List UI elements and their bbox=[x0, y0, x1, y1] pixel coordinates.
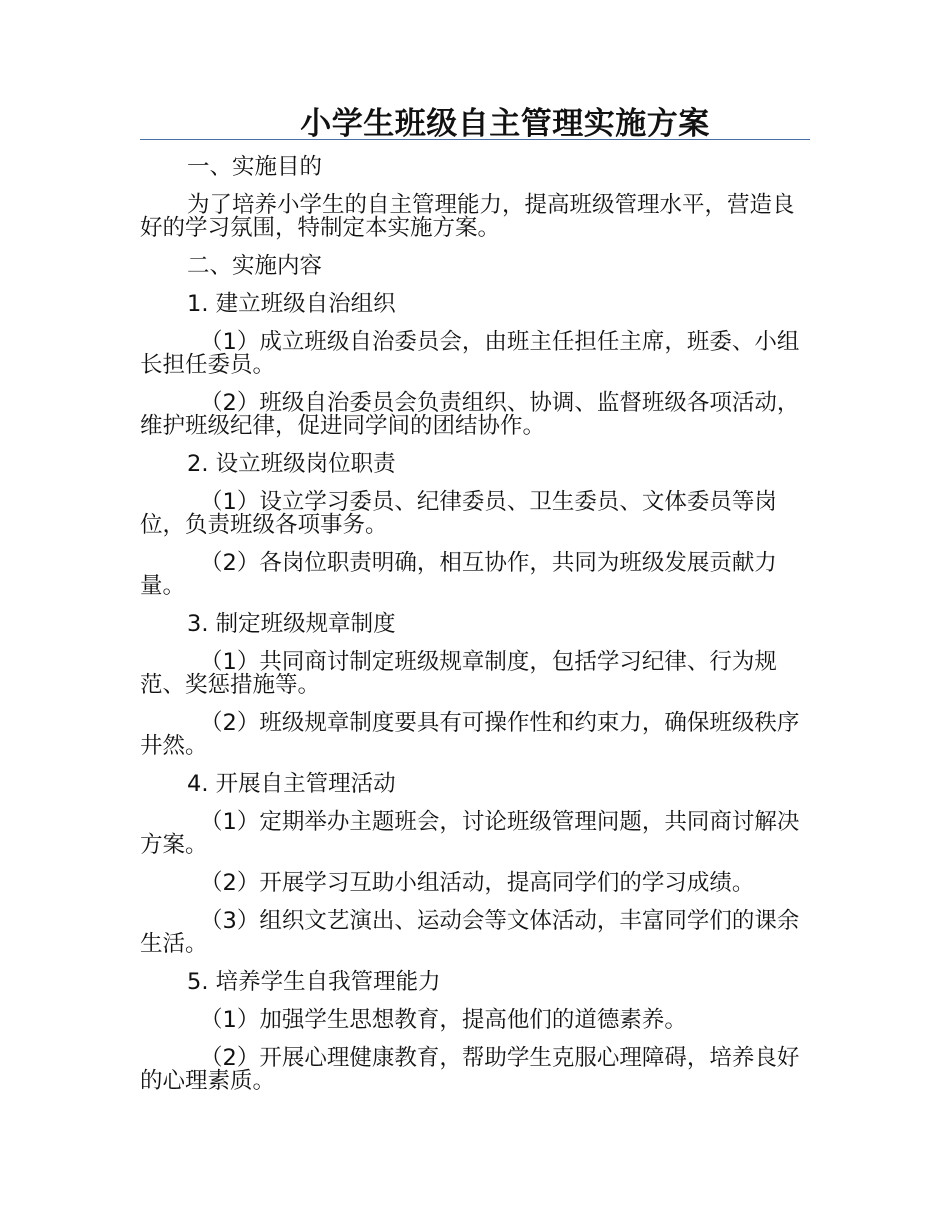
list-item: （1）共同商讨制定班级规章制度，包括学习纪律、行为规范、奖惩措施等。 bbox=[140, 649, 777, 698]
subsection-heading: 2. 设立班级岗位职责 bbox=[187, 451, 396, 477]
list-item: （3）组织文艺演出、运动会等文体活动，丰富同学们的课余生活。 bbox=[140, 908, 800, 957]
paragraph: 为了培养小学生的自主管理能力，提高班级管理水平，营造良好的学习氛围，特制定本实施方案。 bbox=[140, 192, 795, 241]
list-item: （2）班级规章制度要具有可操作性和约束力，确保班级秩序井然。 bbox=[140, 710, 800, 759]
list-item: （1）成立班级自治委员会，由班主任担任主席，班委、小组长担任委员。 bbox=[140, 329, 800, 378]
section-heading: 二、实施内容 bbox=[187, 253, 323, 279]
subsection-heading: 3. 制定班级规章制度 bbox=[187, 611, 396, 637]
subsection-heading: 4. 开展自主管理活动 bbox=[187, 771, 396, 797]
list-item: （1）定期举办主题班会，讨论班级管理问题，共同商讨解决方案。 bbox=[140, 809, 800, 858]
list-item: （2）开展心理健康教育，帮助学生克服心理障碍，培养良好的心理素质。 bbox=[140, 1045, 800, 1094]
subsection-heading: 5. 培养学生自我管理能力 bbox=[187, 969, 441, 995]
list-item: （2）班级自治委员会负责组织、协调、监督班级各项活动，维护班级纪律，促进同学间的团结协作。 bbox=[140, 390, 800, 439]
list-item: （2）开展学习互助小组活动，提高同学们的学习成绩。 bbox=[200, 870, 755, 896]
title-underline bbox=[140, 139, 810, 140]
section-heading: 一、实施目的 bbox=[187, 154, 323, 180]
list-item: （2）各岗位职责明确，相互协作，共同为班级发展贡献力量。 bbox=[140, 550, 777, 599]
document-body bbox=[140, 156, 810, 1108]
list-item: （1）加强学生思想教育，提高他们的道德素养。 bbox=[200, 1007, 687, 1033]
subsection-heading: 1. 建立班级自治组织 bbox=[187, 291, 396, 317]
document-title: 小学生班级自主管理实施方案 bbox=[300, 106, 710, 142]
list-item: （1）设立学习委员、纪律委员、卫生委员、文体委员等岗位，负责班级各项事务。 bbox=[140, 489, 777, 538]
